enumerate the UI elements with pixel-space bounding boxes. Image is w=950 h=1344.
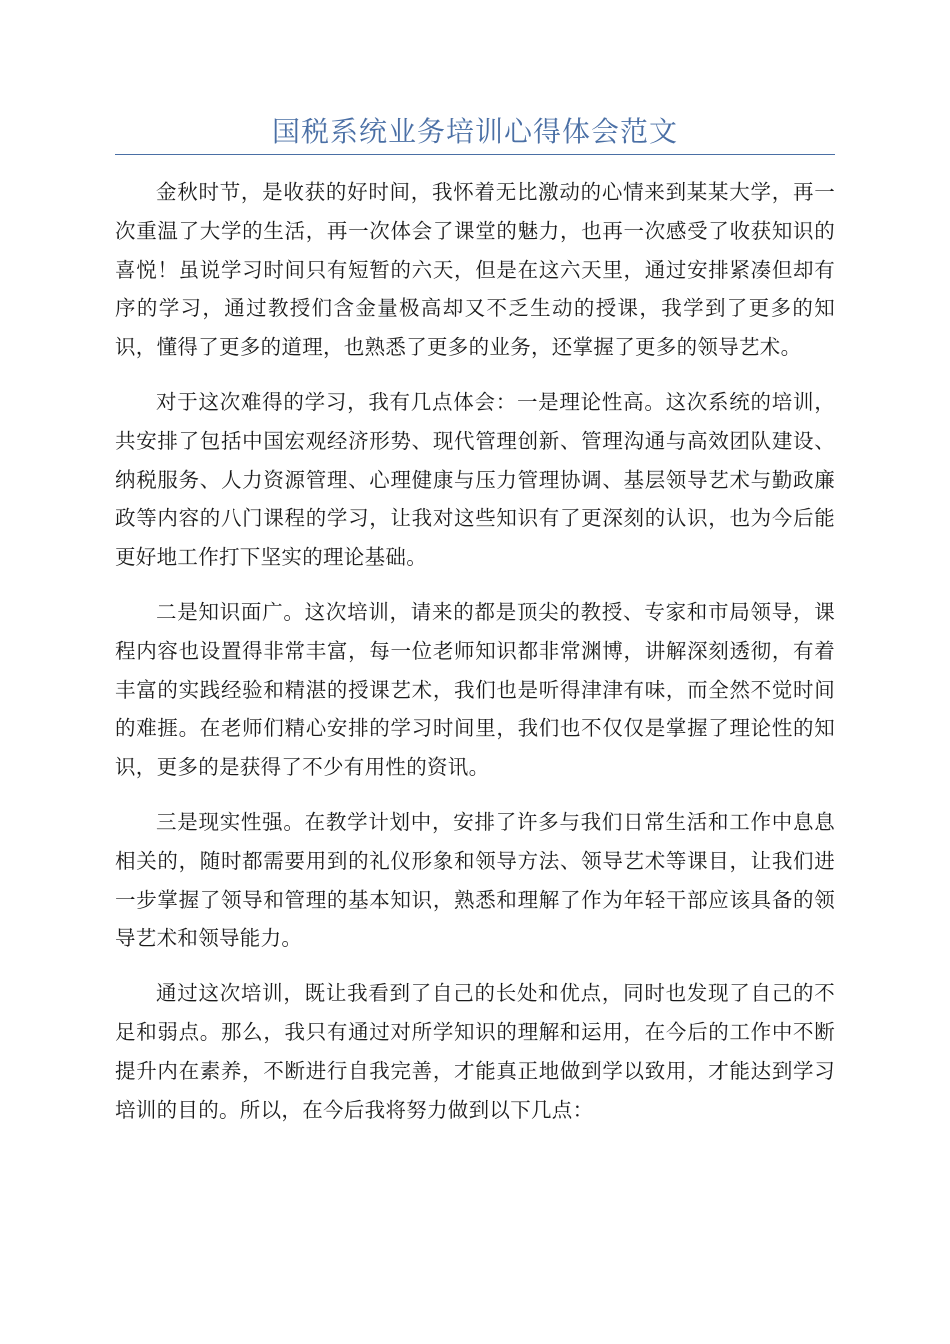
document-title: 国税系统业务培训心得体会范文 <box>271 115 678 148</box>
paragraph-3: 二是知识面广。这次培训，请来的都是顶尖的教授、专家和市局领导，课程内容也设置得非常丰富，每一位老师知识都非常渊博，讲解深刻透彻，有着丰富的实践经验和精湛的授课艺术，我们也是听得津津有味，而全然不觉时间的难捱。在老师们精心安排的学习时间里，我们也不仅仅是掌握了理论性的知识，更多的是获得了不少有用性的资讯。 <box>115 599 835 780</box>
document-body <box>115 173 835 1145</box>
paragraph-4: 三是现实性强。在教学计划中，安排了许多与我们日常生活和工作中息息相关的，随时都需要用到的礼仪形象和领导方法、领导艺术等课目，让我们进一步掌握了领导和管理的基本知识，熟悉和理解了作为年轻干部应该具备的领导艺术和领导能力。 <box>115 809 835 951</box>
paragraph-1: 金秋时节，是收获的好时间，我怀着无比激动的心情来到某某大学，再一次重温了大学的生活，再一次体会了课堂的魅力，也再一次感受了收获知识的喜悦！虽说学习时间只有短暂的六天，但是在这六天里，通过安排紧凑但却有序的学习，通过教授们含金量极高却又不乏生动的授课，我学到了更多的知识，懂得了更多的道理，也熟悉了更多的业务，还掌握了更多的领导艺术。 <box>115 180 835 360</box>
paragraph-2: 对于这次难得的学习，我有几点体会：一是理论性高。这次系统的培训，共安排了包括中国宏观经济形势、现代管理创新、管理沟通与高效团队建设、纳税服务、人力资源管理、心理健康与压力管理协调、基层领导艺术与勤政廉政等内容的八门课程的学习，让我对这些知识有了更深刻的认识，也为今后能更好地工作打下坚实的理论基础。 <box>115 389 835 570</box>
paragraph-5: 通过这次培训，既让我看到了自己的长处和优点，同时也发现了自己的不足和弱点。那么，我只有通过对所学知识的理解和运用，在今后的工作中不断提升内在素养，不断进行自我完善，才能真正地做到学以致用，才能达到学习培训的目的。所以，在今后我将努力做到以下几点： <box>115 981 835 1122</box>
title-underline <box>115 154 835 155</box>
